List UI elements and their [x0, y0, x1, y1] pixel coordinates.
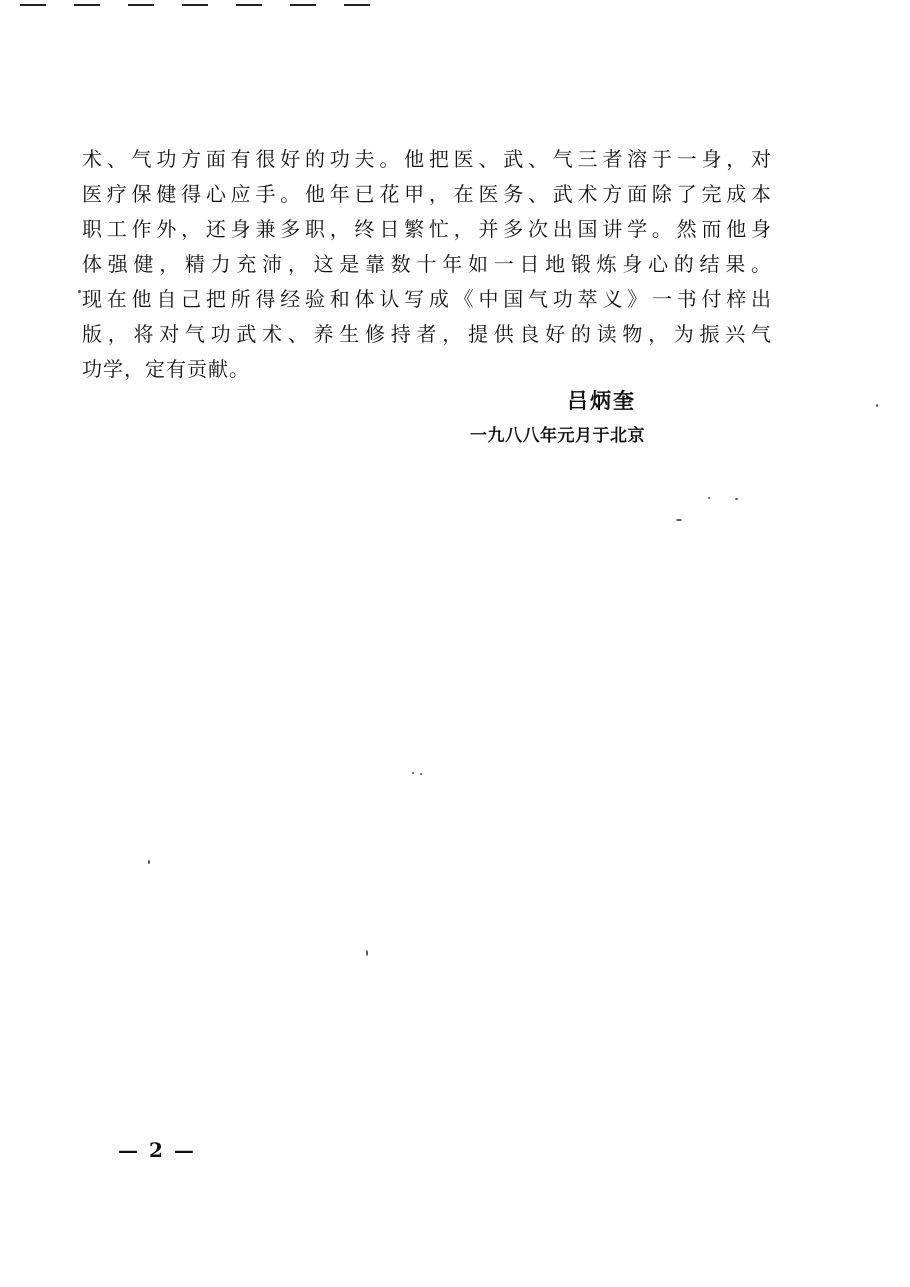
- signature-date: 一九八八年元月于北京: [470, 426, 645, 446]
- scan-speck: [676, 519, 682, 521]
- scan-speck: [420, 773, 422, 775]
- scan-speck: [708, 497, 710, 499]
- body-paragraph: [82, 142, 772, 387]
- scan-speck: [148, 860, 150, 864]
- body-line: 体强健，精力充沛，这是靠数十年如一日地锻炼身心的结果。: [82, 252, 772, 276]
- signature-name: 吕炳奎: [567, 388, 636, 413]
- body-line: 术、气功方面有很好的功夫。他把医、武、气三者溶于一身，对: [82, 147, 772, 171]
- scan-speck: [78, 290, 81, 293]
- page-number: — 2 —: [118, 1138, 196, 1162]
- scan-speck: [366, 950, 368, 956]
- scan-speck: [735, 498, 738, 500]
- body-line: 职工作外，还身兼多职，终日繁忙，并多次出国讲学。然而他身: [82, 217, 772, 241]
- top-dash-decoration: [20, 0, 380, 10]
- body-line: 功学，定有贡献。: [82, 357, 250, 381]
- scan-speck: [412, 772, 414, 774]
- body-line: 现在他自己把所得经验和体认写成《中国气功萃义》一书付梓出: [82, 287, 772, 311]
- body-line: 版，将对气功武术、养生修持者，提供良好的读物，为振兴气: [82, 322, 772, 346]
- scan-speck: [876, 404, 878, 407]
- body-line: 医疗保健得心应手。他年已花甲，在医务、武术方面除了完成本: [82, 182, 772, 206]
